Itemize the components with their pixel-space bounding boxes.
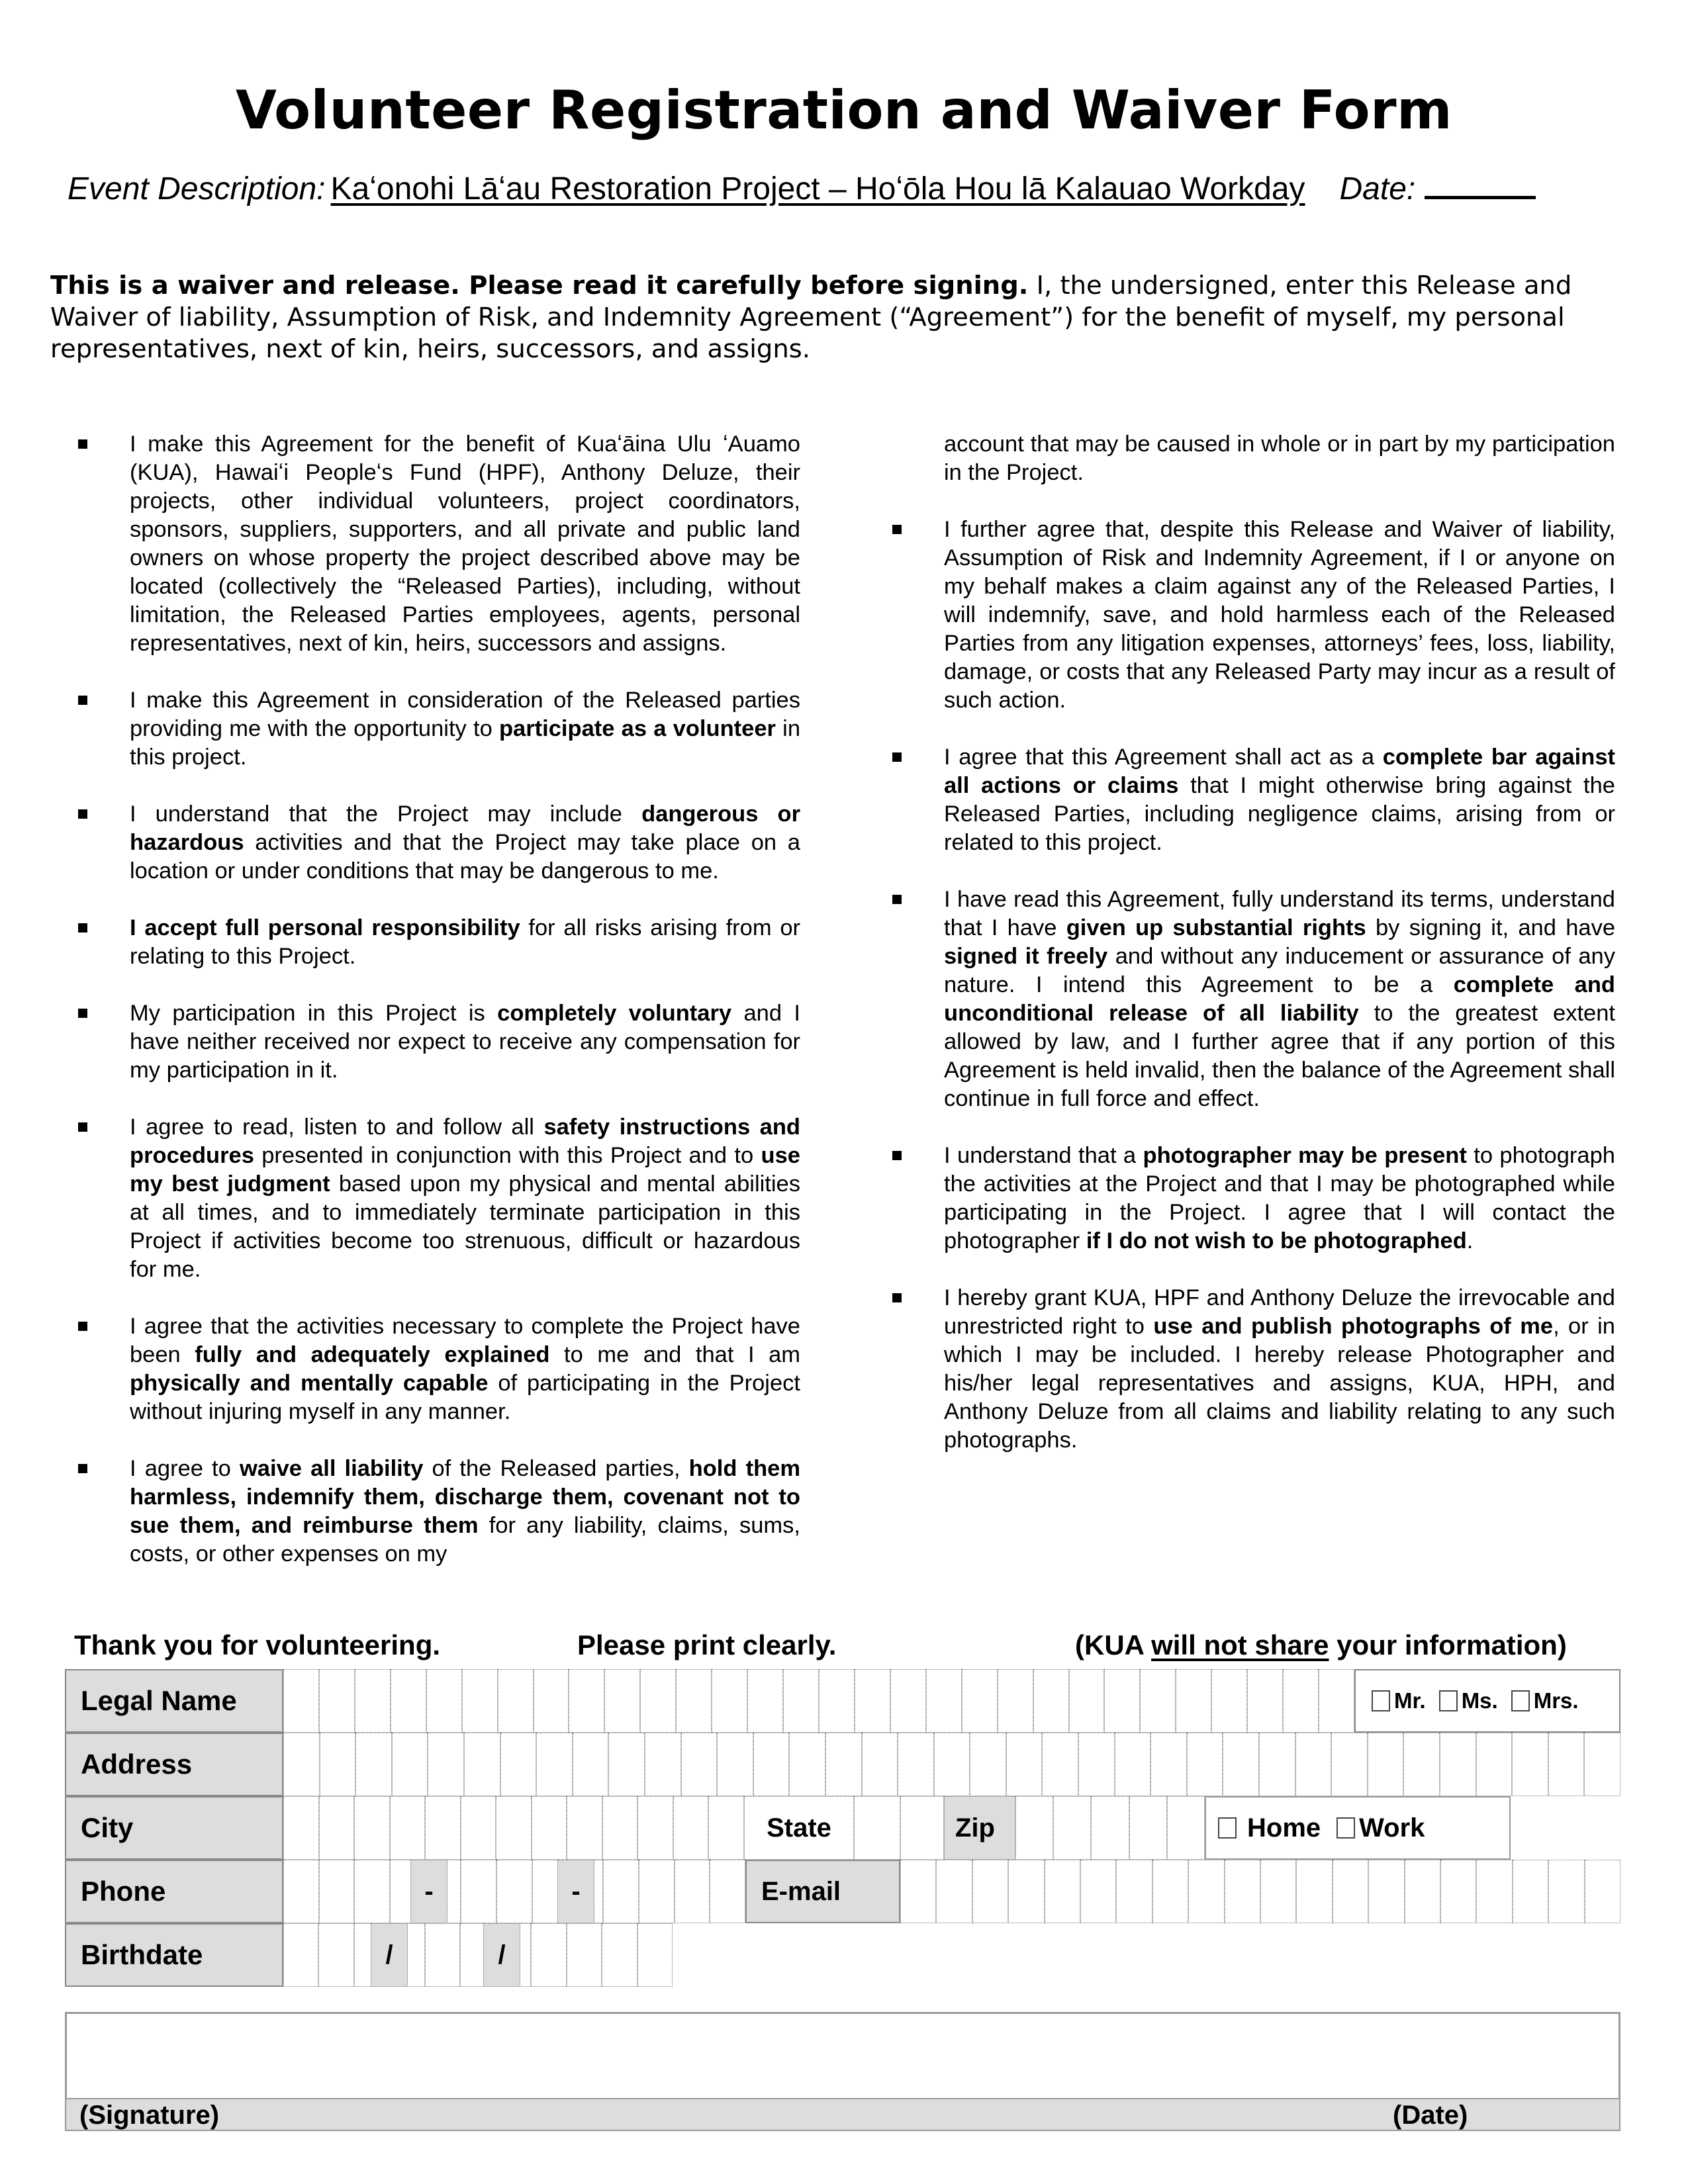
char-box[interactable] xyxy=(712,1669,747,1733)
clause-text: I agree that the activities necessary to complete the Project have been xyxy=(130,1314,800,1367)
char-box[interactable] xyxy=(391,1669,426,1733)
clause-emphasis: if I do not wish to be photographed xyxy=(1086,1228,1467,1253)
intro-text: I, the undersigned, enter this Release and Waiver of liability, Assumption of Risk, and Indemnity Agreement (“Agreement”) for the benefit of myself, my personal representatives, next of kin, heirs, successors, and assigns. xyxy=(50,271,1572,364)
char-box[interactable] xyxy=(425,1796,461,1860)
home-checkbox[interactable] xyxy=(1218,1817,1237,1839)
title-options xyxy=(1372,1669,1579,1733)
legal-name-label: Legal Name xyxy=(65,1669,283,1733)
char-box[interactable] xyxy=(972,1860,1008,1923)
char-box[interactable] xyxy=(1150,1733,1187,1796)
clause-text: presented in conjunction with this Project and to xyxy=(254,1143,761,1168)
char-box[interactable] xyxy=(536,1733,573,1796)
bullet-icon xyxy=(892,895,902,904)
char-box[interactable] xyxy=(1225,1860,1260,1923)
ms-label: Ms. xyxy=(1461,1688,1498,1713)
char-box[interactable] xyxy=(496,1796,532,1860)
clause-emphasis: waive all liability xyxy=(239,1456,424,1481)
clause-emphasis: I accept full personal responsibility xyxy=(130,915,520,940)
char-box[interactable] xyxy=(608,1733,645,1796)
char-box[interactable] xyxy=(319,1669,355,1733)
clause-emphasis: complete and unconditional release of all liability xyxy=(944,972,1615,1026)
phone-type-options xyxy=(1218,1796,1425,1860)
char-box[interactable] xyxy=(1548,1733,1585,1796)
clause-text: for any liability, claims, sums, costs, or other expenses on my xyxy=(130,1513,800,1567)
clause-text: and I have neither received nor expect to receive any compensation for my participation in it. xyxy=(130,1001,800,1083)
char-box[interactable] xyxy=(1080,1860,1116,1923)
char-box[interactable] xyxy=(1188,1860,1224,1923)
birthdate-slash: / xyxy=(483,1923,520,1987)
work-label: Work xyxy=(1359,1813,1425,1843)
clause-text: based upon my physical and mental abilities at all times, and to immediately terminate participation in this Project if activities become too strenuous, difficult or hazardous for me. xyxy=(130,1171,800,1282)
clause-emphasis: dangerous or hazardous xyxy=(130,801,801,855)
zip-label: Zip xyxy=(944,1796,1015,1860)
char-box[interactable] xyxy=(676,1669,712,1733)
address-label: Address xyxy=(65,1733,283,1796)
char-box[interactable] xyxy=(1211,1669,1247,1733)
privacy-note-emphasis: will not share xyxy=(1151,1629,1329,1661)
birthdate-label: Birthdate xyxy=(65,1923,283,1987)
event-date-blank[interactable] xyxy=(1425,177,1536,199)
char-box[interactable] xyxy=(1033,1669,1069,1733)
char-box[interactable] xyxy=(825,1733,862,1796)
char-box[interactable] xyxy=(567,1923,602,1987)
clause-emphasis: participate as a volunteer xyxy=(498,716,776,741)
char-box[interactable] xyxy=(708,1796,744,1860)
char-box[interactable] xyxy=(602,1796,638,1860)
state-box[interactable] xyxy=(900,1796,944,1860)
clause-text: My participation in this Project is xyxy=(130,1001,498,1026)
clause-text: I make this Agreement in consideration of the Released parties providing me with the opportunity to xyxy=(130,688,800,741)
char-box[interactable] xyxy=(461,1796,496,1860)
clause-item xyxy=(944,516,1615,715)
clause-text: I make this Agreement for the benefit of Kuaʻāina Ulu ʻAuamo (KUA), Hawaiʻi Peopleʻs Fund (HPF), Anthony Deluze, their projects, other individual volunteers, project coordinators, sponsors, suppliers, supporters, and all private and public land owners on whose property the project described above may be located (collectively the “Released Parties), including, without limitation, the Released Parties employees, agents, personal representatives, next of kin, heirs, successors and assigns. xyxy=(130,432,800,656)
char-box[interactable] xyxy=(283,1733,320,1796)
char-box[interactable] xyxy=(567,1796,602,1860)
bullet-icon xyxy=(78,439,87,449)
char-box[interactable] xyxy=(604,1669,640,1733)
clause-emphasis: hold them harmless, indemnify them, discharge them, covenant not to sue them, and reimburse them xyxy=(130,1456,801,1538)
clause-emphasis: use my best judgment xyxy=(130,1143,800,1197)
char-box[interactable] xyxy=(569,1669,604,1733)
clause-text: I understand that a xyxy=(944,1143,1143,1168)
char-box[interactable] xyxy=(283,1923,318,1987)
clause-item xyxy=(130,1113,800,1284)
char-box[interactable] xyxy=(573,1733,609,1796)
clause-text: I agree that this Agreement shall act as a xyxy=(944,745,1383,770)
char-box[interactable] xyxy=(962,1669,998,1733)
char-box[interactable] xyxy=(1259,1733,1295,1796)
char-box[interactable] xyxy=(819,1669,855,1733)
char-box[interactable] xyxy=(1116,1860,1152,1923)
char-box[interactable] xyxy=(681,1733,718,1796)
char-box[interactable] xyxy=(534,1669,569,1733)
char-box[interactable] xyxy=(783,1669,819,1733)
clause-text: I hereby grant KUA, HPF and Anthony Deluze the irrevocable and unrestricted right to xyxy=(944,1285,1615,1339)
bullet-icon xyxy=(78,1464,87,1473)
clause-text: , or in which I may be included. I hereby release Photographer and his/her legal representatives and assigns, KUA, HPH, and Anthony Deluze from all claims and liability relating to any such photographs. xyxy=(944,1314,1615,1453)
char-box[interactable] xyxy=(496,1860,532,1923)
email-label: E-mail xyxy=(745,1860,900,1923)
print-clearly-text: Please print clearly. xyxy=(577,1629,837,1661)
clause-item xyxy=(944,886,1615,1113)
char-box[interactable] xyxy=(1513,1860,1548,1923)
char-box[interactable] xyxy=(1440,1860,1476,1923)
privacy-note xyxy=(1075,1629,1567,1661)
clauses-left-column xyxy=(130,430,800,1569)
clause-text: for all risks arising from or relating to this Project. xyxy=(130,915,800,969)
char-box[interactable] xyxy=(1045,1860,1080,1923)
form-title: Volunteer Registration and Waiver Form xyxy=(236,79,1452,141)
char-box[interactable] xyxy=(936,1860,972,1923)
bullet-icon xyxy=(78,1322,87,1331)
clause-continuation xyxy=(944,430,1615,487)
char-box[interactable] xyxy=(1223,1733,1259,1796)
privacy-note-post: your information) xyxy=(1329,1629,1567,1661)
clause-text: I agree to read, listen to and follow all xyxy=(130,1115,544,1140)
home-label: Home xyxy=(1247,1813,1321,1843)
state-box[interactable] xyxy=(854,1796,900,1860)
char-box[interactable] xyxy=(862,1733,898,1796)
char-box[interactable] xyxy=(1476,1733,1513,1796)
bullet-icon xyxy=(892,1151,902,1160)
clause-text: to the greatest extent allowed by law, and I further agree that if any portion of this Agreement is held invalid, then the balance of the Agreement shall continue in full force and effect. xyxy=(944,1001,1615,1111)
birthdate-slash: / xyxy=(371,1923,408,1987)
char-box[interactable] xyxy=(1042,1733,1078,1796)
signature-bar xyxy=(65,2098,1620,2131)
bullet-icon xyxy=(78,696,87,705)
clause-text: of participating in the Project without injuring myself in any manner. xyxy=(130,1371,800,1424)
char-box[interactable] xyxy=(1006,1733,1043,1796)
clause-emphasis: use and publish photographs of me xyxy=(1153,1314,1554,1339)
char-box[interactable] xyxy=(1152,1860,1188,1923)
char-box[interactable] xyxy=(898,1733,934,1796)
char-box[interactable] xyxy=(1368,1860,1404,1923)
char-box[interactable] xyxy=(319,1796,355,1860)
mrs-label: Mrs. xyxy=(1533,1688,1579,1713)
thanks-text: Thank you for volunteering. xyxy=(74,1629,441,1661)
char-box[interactable] xyxy=(1296,1860,1332,1923)
char-box[interactable] xyxy=(1295,1733,1332,1796)
char-box[interactable] xyxy=(675,1860,710,1923)
char-box[interactable] xyxy=(428,1733,464,1796)
clause-text: I further agree that, despite this Release and Waiver of liability, Assumption of Risk and Indemnity Agreement, if I or anyone on my behalf makes a claim against any of the Released Parties, I will indemnify, save, and hold harmless each of the Released Parties from any litigation expenses, attorneys’ fees, loss, liability, damage, or costs that any Released Party may incur as a result of such action. xyxy=(944,517,1615,713)
bullet-icon xyxy=(78,809,87,819)
char-box[interactable] xyxy=(1333,1860,1368,1923)
clauses-right-column xyxy=(944,430,1615,1483)
char-box[interactable] xyxy=(900,1860,936,1923)
char-box[interactable] xyxy=(1283,1669,1319,1733)
event-description-value: Kaʻonohi Lāʻau Restoration Project – Hoʻōla Hou lā Kalauao Workday xyxy=(330,171,1305,206)
char-box[interactable] xyxy=(1368,1733,1404,1796)
char-box[interactable] xyxy=(500,1733,537,1796)
char-box[interactable] xyxy=(639,1860,675,1923)
char-box[interactable] xyxy=(637,1796,673,1860)
char-box[interactable] xyxy=(283,1860,319,1923)
clause-item xyxy=(130,430,800,658)
clause-emphasis: completely voluntary xyxy=(497,1001,732,1026)
event-description-line xyxy=(68,171,1536,207)
char-box[interactable] xyxy=(462,1669,498,1733)
clause-text: I have read this Agreement, fully understand its terms, understand that I have xyxy=(944,887,1615,940)
char-box[interactable] xyxy=(355,1733,392,1796)
clause-item xyxy=(130,1312,800,1426)
bullet-icon xyxy=(892,1293,902,1302)
char-box[interactable] xyxy=(532,1796,567,1860)
char-box[interactable] xyxy=(890,1669,926,1733)
clause-emphasis: physically and mentally capable xyxy=(130,1371,489,1396)
mr-label: Mr. xyxy=(1394,1688,1426,1713)
clause-text: in this project. xyxy=(130,716,800,770)
bullet-icon xyxy=(892,525,902,534)
clause-text: I agree to xyxy=(130,1456,240,1481)
signature-date-label: (Date) xyxy=(1393,2101,1468,2130)
clause-text: and without any inducement or assurance of any nature. I intend this Agreement to be a xyxy=(944,944,1615,997)
char-box[interactable] xyxy=(283,1796,319,1860)
mr-checkbox[interactable] xyxy=(1372,1690,1390,1711)
char-box[interactable] xyxy=(747,1669,783,1733)
signature-label: (Signature) xyxy=(79,2101,220,2130)
char-box[interactable] xyxy=(1512,1733,1548,1796)
char-box[interactable] xyxy=(1405,1860,1440,1923)
char-box[interactable] xyxy=(602,1923,637,1987)
char-box[interactable] xyxy=(1091,1796,1129,1860)
char-box[interactable] xyxy=(320,1733,356,1796)
char-box[interactable] xyxy=(1015,1796,1053,1860)
char-box[interactable] xyxy=(283,1669,319,1733)
char-box[interactable] xyxy=(1104,1669,1140,1733)
mrs-checkbox[interactable] xyxy=(1511,1690,1530,1711)
event-date-label: Date: xyxy=(1339,171,1416,206)
char-box[interactable] xyxy=(1053,1796,1091,1860)
char-box[interactable] xyxy=(855,1669,890,1733)
clause-item xyxy=(944,1284,1615,1455)
char-box[interactable] xyxy=(934,1733,970,1796)
char-box[interactable] xyxy=(1167,1796,1205,1860)
char-box[interactable] xyxy=(1078,1733,1115,1796)
char-box[interactable] xyxy=(1260,1860,1296,1923)
char-box[interactable] xyxy=(426,1669,462,1733)
char-box[interactable] xyxy=(464,1733,500,1796)
char-box[interactable] xyxy=(1115,1733,1151,1796)
clause-emphasis: fully and adequately explained xyxy=(195,1342,550,1367)
intro-bold: This is a waiver and release. Please read it carefully before signing. xyxy=(50,271,1029,300)
char-box[interactable] xyxy=(926,1669,962,1733)
char-box[interactable] xyxy=(1247,1669,1283,1733)
clause-emphasis: given up substantial rights xyxy=(1066,915,1366,940)
char-box[interactable] xyxy=(1548,1860,1584,1923)
state-label: State xyxy=(744,1796,854,1860)
clause-emphasis: safety instructions and procedures xyxy=(130,1115,800,1168)
event-description-label: Event Description: xyxy=(68,171,326,206)
phone-dash: - xyxy=(557,1860,594,1923)
work-checkbox[interactable] xyxy=(1336,1817,1355,1839)
char-box[interactable] xyxy=(970,1733,1006,1796)
char-box[interactable] xyxy=(498,1669,534,1733)
char-box[interactable] xyxy=(319,1860,355,1923)
bullet-icon xyxy=(892,752,902,762)
ms-checkbox[interactable] xyxy=(1439,1690,1458,1711)
char-box[interactable] xyxy=(318,1923,353,1987)
char-box[interactable] xyxy=(1403,1733,1440,1796)
char-box[interactable] xyxy=(753,1733,790,1796)
clause-emphasis: signed it freely xyxy=(944,944,1108,969)
city-label: City xyxy=(65,1796,283,1860)
clause-item xyxy=(130,686,800,772)
clause-emphasis: complete bar against all actions or claims xyxy=(944,745,1615,798)
char-box[interactable] xyxy=(637,1923,673,1987)
char-box[interactable] xyxy=(710,1860,745,1923)
phone-dash: - xyxy=(410,1860,447,1923)
char-box[interactable] xyxy=(645,1733,681,1796)
char-box[interactable] xyxy=(355,1669,391,1733)
clause-item xyxy=(130,800,800,886)
char-box[interactable] xyxy=(390,1796,426,1860)
char-box[interactable] xyxy=(1585,1860,1620,1923)
char-box[interactable] xyxy=(425,1923,460,1987)
bullet-icon xyxy=(78,1009,87,1018)
char-box[interactable] xyxy=(640,1669,676,1733)
char-box[interactable] xyxy=(1440,1733,1476,1796)
char-box[interactable] xyxy=(1140,1669,1176,1733)
char-box[interactable] xyxy=(1584,1733,1620,1796)
char-box[interactable] xyxy=(1008,1860,1044,1923)
char-box[interactable] xyxy=(1187,1733,1223,1796)
clause-text: by signing it, and have xyxy=(1366,915,1616,940)
clause-item xyxy=(944,743,1615,857)
clause-item xyxy=(130,914,800,971)
clause-text: to photograph the activities at the Project and that I may be photographed while participating in the Project. I agree that I will contact the photographer xyxy=(944,1143,1615,1253)
char-box[interactable] xyxy=(354,1796,390,1860)
char-box[interactable] xyxy=(1069,1669,1105,1733)
clause-item xyxy=(130,1455,800,1569)
clause-text: to me and that I am xyxy=(549,1342,800,1367)
clause-item xyxy=(130,999,800,1085)
clause-text: account that may be caused in whole or in part by my participation in the Project. xyxy=(944,432,1615,485)
clause-text: I understand that the Project may include xyxy=(130,801,642,827)
char-box[interactable] xyxy=(673,1796,709,1860)
char-box[interactable] xyxy=(789,1733,825,1796)
clause-text: activities and that the Project may take place on a location or under conditions that may be dangerous to me. xyxy=(130,830,800,884)
waiver-intro xyxy=(50,270,1599,365)
bullet-icon xyxy=(78,923,87,933)
char-box[interactable] xyxy=(603,1860,639,1923)
clause-text: of the Released parties, xyxy=(423,1456,689,1481)
bullet-icon xyxy=(78,1122,87,1132)
char-box[interactable] xyxy=(1319,1669,1354,1733)
char-box[interactable] xyxy=(1129,1796,1167,1860)
char-box[interactable] xyxy=(392,1733,428,1796)
char-box[interactable] xyxy=(531,1923,566,1987)
char-box[interactable] xyxy=(717,1733,753,1796)
char-box[interactable] xyxy=(1176,1669,1211,1733)
char-box[interactable] xyxy=(461,1860,496,1923)
privacy-note-pre: (KUA xyxy=(1075,1629,1152,1661)
clause-text: . xyxy=(1466,1228,1474,1253)
char-box[interactable] xyxy=(998,1669,1033,1733)
char-box[interactable] xyxy=(1476,1860,1512,1923)
clause-text: that I might otherwise bring against the Released Parties, including negligence claims, arising from or related to this project. xyxy=(944,773,1615,855)
char-box[interactable] xyxy=(354,1860,390,1923)
char-box[interactable] xyxy=(1331,1733,1368,1796)
clause-item xyxy=(944,1142,1615,1255)
phone-label: Phone xyxy=(65,1860,283,1923)
clause-emphasis: photographer may be present xyxy=(1143,1143,1467,1168)
